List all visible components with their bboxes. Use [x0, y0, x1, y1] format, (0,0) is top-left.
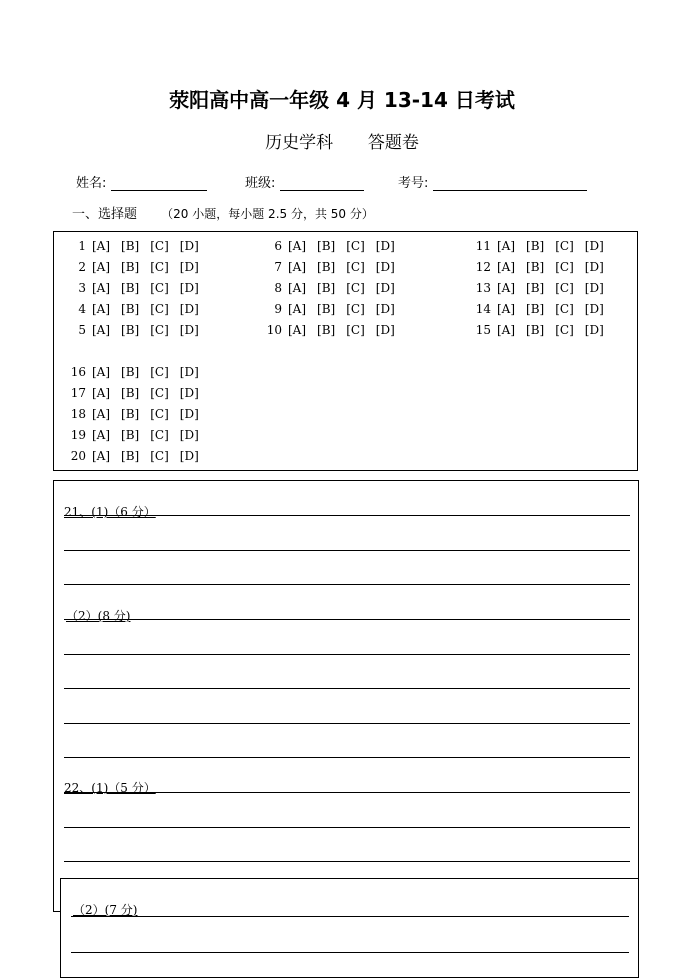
- mc-option-a[interactable]: [A]: [497, 281, 516, 295]
- mc-question-number: 20: [70, 449, 86, 463]
- id-field: [398, 172, 587, 191]
- mc-option-b[interactable]: [B]: [121, 323, 140, 337]
- answer-line[interactable]: [71, 916, 629, 917]
- mc-option-b[interactable]: [B]: [121, 302, 140, 316]
- answer-line[interactable]: [64, 515, 630, 516]
- subject-label: 历史学科: [265, 133, 334, 153]
- mc-option-c[interactable]: [C]: [150, 365, 169, 379]
- mc-question-number: 2: [78, 260, 86, 274]
- question-22-2-label: （2）(7 分): [73, 903, 138, 917]
- mc-option-c[interactable]: [C]: [150, 323, 169, 337]
- mc-option-a[interactable]: [A]: [497, 239, 516, 253]
- mc-option-a[interactable]: [A]: [92, 386, 111, 400]
- mc-question-number: 18: [70, 407, 86, 421]
- mc-question-20: [66, 449, 210, 463]
- mc-option-c[interactable]: [C]: [346, 260, 365, 274]
- answer-line[interactable]: [64, 792, 630, 793]
- mc-question-15: [471, 323, 615, 337]
- answer-line[interactable]: [71, 952, 629, 953]
- mc-option-d[interactable]: [D]: [375, 323, 395, 337]
- mc-option-a[interactable]: [A]: [288, 323, 307, 337]
- section-heading: [72, 203, 374, 222]
- mc-option-a[interactable]: [A]: [92, 428, 111, 442]
- mc-question-number: 4: [78, 302, 86, 316]
- mc-option-a[interactable]: [A]: [92, 281, 111, 295]
- mc-option-d[interactable]: [D]: [375, 239, 395, 253]
- subtitle: [0, 128, 684, 153]
- mc-question-5: [66, 323, 210, 337]
- mc-question-13: [471, 281, 615, 295]
- mc-question-number: 19: [70, 428, 86, 442]
- answer-line[interactable]: [64, 688, 630, 689]
- mc-question-9: [262, 302, 406, 316]
- mc-question-18: [66, 407, 210, 421]
- mc-option-d[interactable]: [D]: [179, 449, 199, 463]
- class-field: [245, 172, 364, 191]
- mc-option-d[interactable]: [D]: [584, 239, 604, 253]
- mc-question-number: 12: [475, 260, 491, 274]
- mc-question-14: [471, 302, 615, 316]
- mc-question-12: [471, 260, 615, 274]
- mc-option-a[interactable]: [A]: [497, 302, 516, 316]
- mc-option-a[interactable]: [A]: [288, 302, 307, 316]
- mc-option-d[interactable]: [D]: [584, 302, 604, 316]
- mc-question-number: 14: [475, 302, 491, 316]
- mc-question-number: 15: [475, 323, 491, 337]
- mc-option-c[interactable]: [C]: [150, 449, 169, 463]
- multiple-choice-box: [53, 231, 638, 471]
- question-22-1-label: 22、(1)（5 分）: [64, 781, 156, 795]
- mc-option-b[interactable]: [B]: [121, 365, 140, 379]
- mc-option-b[interactable]: [B]: [121, 239, 140, 253]
- class-label: 班级:: [245, 176, 276, 191]
- mc-question-number: 1: [78, 239, 86, 253]
- mc-option-a[interactable]: [A]: [288, 281, 307, 295]
- mc-option-c[interactable]: [C]: [150, 428, 169, 442]
- answer-line[interactable]: [64, 584, 630, 585]
- mc-question-7: [262, 260, 406, 274]
- mc-option-b[interactable]: [B]: [526, 281, 545, 295]
- mc-question-number: 9: [274, 302, 282, 316]
- mc-option-d[interactable]: [D]: [584, 260, 604, 274]
- mc-question-number: 16: [70, 365, 86, 379]
- answer-box-2: [60, 878, 639, 978]
- mc-option-c[interactable]: [C]: [555, 302, 574, 316]
- answer-line[interactable]: [64, 723, 630, 724]
- mc-option-a[interactable]: [A]: [92, 323, 111, 337]
- class-blank[interactable]: [280, 176, 364, 191]
- mc-question-number: 8: [274, 281, 282, 295]
- answer-line[interactable]: [64, 654, 630, 655]
- mc-option-a[interactable]: [A]: [92, 449, 111, 463]
- mc-option-b[interactable]: [B]: [317, 323, 336, 337]
- section-note: （20 小题，每小题 2.5 分，共 50 分）: [161, 207, 374, 221]
- mc-question-number: 13: [475, 281, 491, 295]
- mc-question-4: [66, 302, 210, 316]
- mc-option-c[interactable]: [C]: [555, 281, 574, 295]
- mc-option-d[interactable]: [D]: [179, 407, 199, 421]
- mc-option-d[interactable]: [D]: [179, 260, 199, 274]
- mc-option-b[interactable]: [B]: [121, 407, 140, 421]
- mc-option-d[interactable]: [D]: [584, 323, 604, 337]
- mc-option-a[interactable]: [A]: [497, 323, 516, 337]
- mc-option-a[interactable]: [A]: [497, 260, 516, 274]
- mc-question-number: 11: [475, 239, 491, 253]
- mc-option-b[interactable]: [B]: [526, 323, 545, 337]
- section-title: 一、选择题: [72, 207, 138, 222]
- mc-question-number: 6: [274, 239, 282, 253]
- mc-option-b[interactable]: [B]: [121, 449, 140, 463]
- mc-option-d[interactable]: [D]: [584, 281, 604, 295]
- mc-option-a[interactable]: [A]: [92, 260, 111, 274]
- mc-option-b[interactable]: [B]: [317, 302, 336, 316]
- question-21-1-label: 21、(1)（6 分）: [64, 505, 156, 519]
- mc-option-d[interactable]: [D]: [179, 281, 199, 295]
- mc-option-b[interactable]: [B]: [317, 281, 336, 295]
- mc-option-c[interactable]: [C]: [555, 323, 574, 337]
- mc-option-c[interactable]: [C]: [150, 302, 169, 316]
- page-title: 荥阳高中高一年级 4 月 13-14 日考试: [169, 88, 515, 112]
- mc-option-c[interactable]: [C]: [555, 239, 574, 253]
- mc-option-b[interactable]: [B]: [526, 239, 545, 253]
- mc-question-6: [262, 239, 406, 253]
- mc-option-b[interactable]: [B]: [317, 239, 336, 253]
- name-label: 姓名:: [76, 176, 107, 191]
- mc-option-b[interactable]: [B]: [317, 260, 336, 274]
- mc-option-a[interactable]: [A]: [288, 239, 307, 253]
- mc-option-a[interactable]: [A]: [92, 239, 111, 253]
- mc-question-19: [66, 428, 210, 442]
- mc-option-c[interactable]: [C]: [555, 260, 574, 274]
- answer-box-1: [53, 480, 639, 912]
- mc-question-8: [262, 281, 406, 295]
- mc-question-2: [66, 260, 210, 274]
- mc-option-c[interactable]: [C]: [150, 239, 169, 253]
- mc-option-b[interactable]: [B]: [121, 428, 140, 442]
- answer-line[interactable]: [64, 861, 630, 862]
- answer-line[interactable]: [64, 827, 630, 828]
- id-blank[interactable]: [433, 176, 587, 191]
- mc-option-b[interactable]: [B]: [121, 281, 140, 295]
- answer-line[interactable]: [64, 619, 630, 620]
- mc-option-d[interactable]: [D]: [179, 323, 199, 337]
- mc-option-c[interactable]: [C]: [346, 302, 365, 316]
- mc-option-c[interactable]: [C]: [346, 323, 365, 337]
- mc-option-d[interactable]: [D]: [375, 281, 395, 295]
- mc-question-10: [262, 323, 406, 337]
- mc-option-a[interactable]: [A]: [288, 260, 307, 274]
- mc-question-number: 3: [78, 281, 86, 295]
- mc-question-16: [66, 365, 210, 379]
- mc-option-c[interactable]: [C]: [346, 239, 365, 253]
- mc-question-3: [66, 281, 210, 295]
- mc-option-a[interactable]: [A]: [92, 407, 111, 421]
- mc-option-d[interactable]: [D]: [375, 302, 395, 316]
- mc-option-c[interactable]: [C]: [150, 260, 169, 274]
- mc-option-b[interactable]: [B]: [526, 260, 545, 274]
- mc-option-b[interactable]: [B]: [121, 260, 140, 274]
- mc-option-c[interactable]: [C]: [346, 281, 365, 295]
- mc-option-d[interactable]: [D]: [179, 428, 199, 442]
- mc-question-1: [66, 239, 210, 253]
- answer-line[interactable]: [64, 757, 630, 758]
- mc-option-b[interactable]: [B]: [526, 302, 545, 316]
- mc-question-11: [471, 239, 615, 253]
- name-field: [76, 172, 207, 191]
- mc-option-c[interactable]: [C]: [150, 407, 169, 421]
- mc-option-d[interactable]: [D]: [179, 386, 199, 400]
- mc-option-d[interactable]: [D]: [375, 260, 395, 274]
- mc-option-d[interactable]: [D]: [179, 365, 199, 379]
- mc-question-number: 17: [70, 386, 86, 400]
- mc-option-d[interactable]: [D]: [179, 239, 199, 253]
- mc-option-d[interactable]: [D]: [179, 302, 199, 316]
- mc-option-c[interactable]: [C]: [150, 386, 169, 400]
- name-blank[interactable]: [111, 176, 207, 191]
- answer-line[interactable]: [64, 550, 630, 551]
- mc-question-number: 5: [78, 323, 86, 337]
- mc-question-number: 10: [266, 323, 282, 337]
- id-label: 考号:: [398, 176, 429, 191]
- question-21-2-label: （2）(8 分): [66, 609, 131, 623]
- mc-option-c[interactable]: [C]: [150, 281, 169, 295]
- mc-option-a[interactable]: [A]: [92, 365, 111, 379]
- sheet-label: 答题卷: [367, 133, 419, 153]
- mc-option-b[interactable]: [B]: [121, 386, 140, 400]
- mc-question-number: 7: [274, 260, 282, 274]
- mc-option-a[interactable]: [A]: [92, 302, 111, 316]
- mc-question-17: [66, 386, 210, 400]
